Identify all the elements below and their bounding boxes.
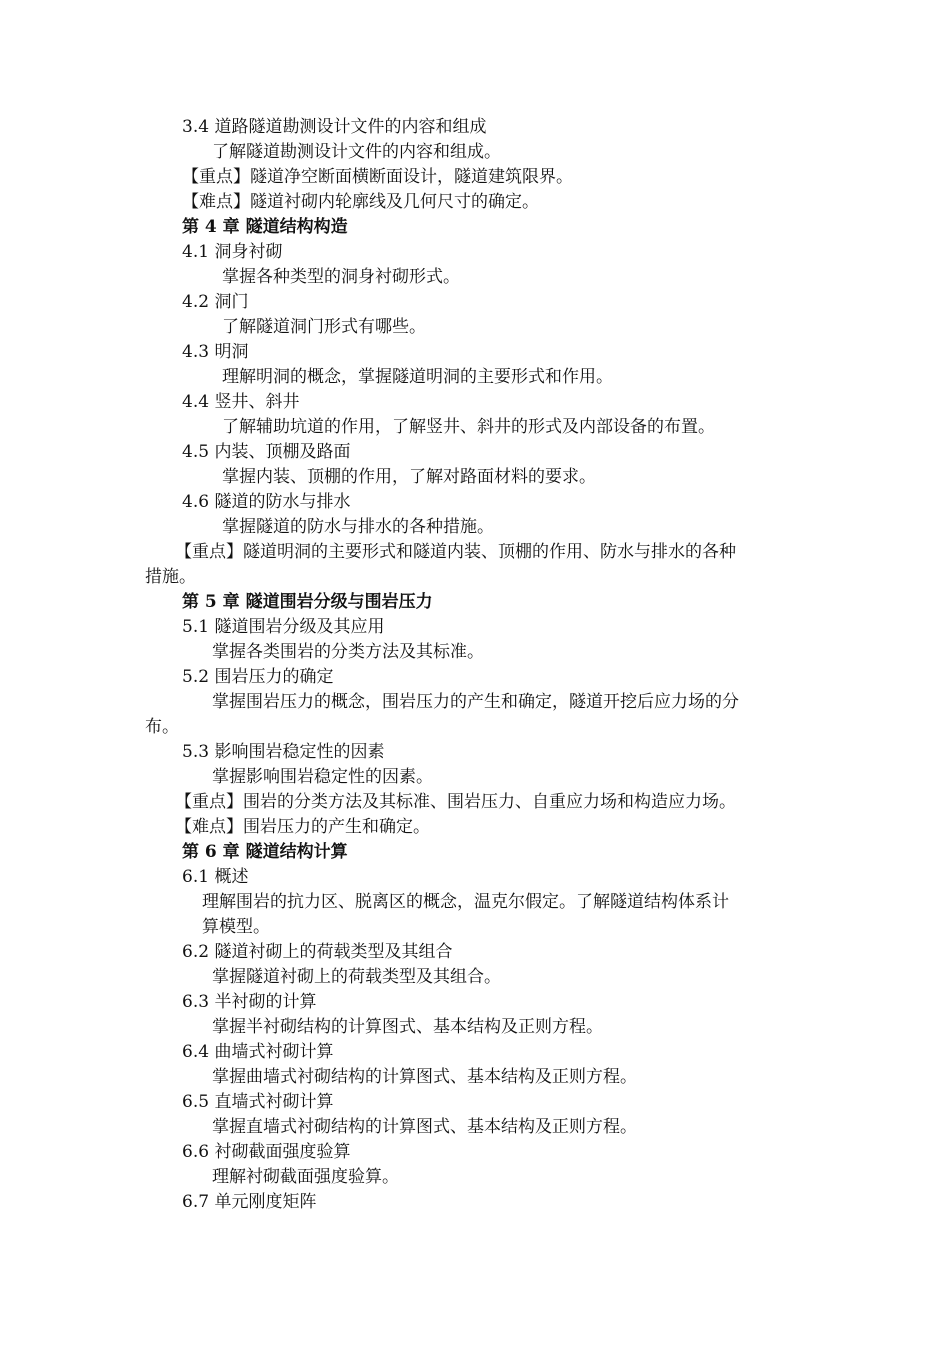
key-point: 【重点】隧道明洞的主要形式和隧道内装、顶棚的作用、防水与排水的各种 — [175, 542, 736, 562]
body-text: 了解辅助坑道的作用，了解竖井、斜井的形式及内部设备的布置。 — [222, 417, 715, 437]
body-text: 掌握半衬砌结构的计算图式、基本结构及正则方程。 — [212, 1017, 603, 1037]
body-text: 理解围岩的抗力区、脱离区的概念，温克尔假定。了解隧道结构体系计 — [202, 892, 729, 912]
section-heading-6-6: 6.6 衬砌截面强度验算 — [182, 1142, 351, 1162]
body-text-continuation: 布。 — [145, 717, 179, 737]
body-text: 掌握围岩压力的概念，围岩压力的产生和确定，隧道开挖后应力场的分 — [212, 692, 739, 712]
body-text: 掌握隧道衬砌上的荷载类型及其组合。 — [212, 967, 501, 987]
chapter-heading-4: 第 4 章 隧道结构构造 — [182, 217, 348, 237]
section-heading-5-2: 5.2 围岩压力的确定 — [182, 667, 334, 687]
section-heading-6-7: 6.7 单元刚度矩阵 — [182, 1192, 317, 1212]
body-text: 了解隧道勘测设计文件的内容和组成。 — [212, 142, 501, 162]
body-text-continuation: 措施。 — [145, 567, 196, 587]
section-heading-6-2: 6.2 隧道衬砌上的荷载类型及其组合 — [182, 942, 453, 962]
difficult-point: 【难点】隧道衬砌内轮廓线及几何尺寸的确定。 — [182, 192, 539, 212]
chapter-heading-5: 第 5 章 隧道围岩分级与围岩压力 — [182, 592, 433, 612]
body-text: 掌握各种类型的洞身衬砌形式。 — [222, 267, 460, 287]
key-point: 【重点】隧道净空断面横断面设计，隧道建筑限界。 — [182, 167, 573, 187]
section-heading-4-6: 4.6 隧道的防水与排水 — [182, 492, 351, 512]
chapter-heading-6: 第 6 章 隧道结构计算 — [182, 842, 348, 862]
body-text: 掌握影响围岩稳定性的因素。 — [212, 767, 433, 787]
difficult-point: 【难点】围岩压力的产生和确定。 — [175, 817, 430, 837]
section-heading-6-5: 6.5 直墙式衬砌计算 — [182, 1092, 334, 1112]
body-text: 掌握内装、顶棚的作用，了解对路面材料的要求。 — [222, 467, 596, 487]
body-text: 掌握各类围岩的分类方法及其标准。 — [212, 642, 484, 662]
section-heading-3-4: 3.4 道路隧道勘测设计文件的内容和组成 — [182, 117, 487, 137]
section-heading-6-1: 6.1 概述 — [182, 867, 249, 887]
section-heading-5-1: 5.1 隧道围岩分级及其应用 — [182, 617, 385, 637]
section-heading-4-4: 4.4 竖井、斜井 — [182, 392, 300, 412]
section-heading-4-2: 4.2 洞门 — [182, 292, 249, 312]
body-text: 掌握直墙式衬砌结构的计算图式、基本结构及正则方程。 — [212, 1117, 637, 1137]
body-text-continuation: 算模型。 — [202, 917, 270, 937]
key-point: 【重点】围岩的分类方法及其标准、围岩压力、自重应力场和构造应力场。 — [175, 792, 736, 812]
section-heading-4-5: 4.5 内装、顶棚及路面 — [182, 442, 351, 462]
section-heading-4-1: 4.1 洞身衬砌 — [182, 242, 283, 262]
section-heading-6-4: 6.4 曲墙式衬砌计算 — [182, 1042, 334, 1062]
body-text: 掌握隧道的防水与排水的各种措施。 — [222, 517, 494, 537]
body-text: 理解明洞的概念，掌握隧道明洞的主要形式和作用。 — [222, 367, 613, 387]
section-heading-5-3: 5.3 影响围岩稳定性的因素 — [182, 742, 385, 762]
body-text: 掌握曲墙式衬砌结构的计算图式、基本结构及正则方程。 — [212, 1067, 637, 1087]
section-heading-4-3: 4.3 明洞 — [182, 342, 249, 362]
body-text: 了解隧道洞门形式有哪些。 — [222, 317, 426, 337]
section-heading-6-3: 6.3 半衬砌的计算 — [182, 992, 317, 1012]
body-text: 理解衬砌截面强度验算。 — [212, 1167, 399, 1187]
